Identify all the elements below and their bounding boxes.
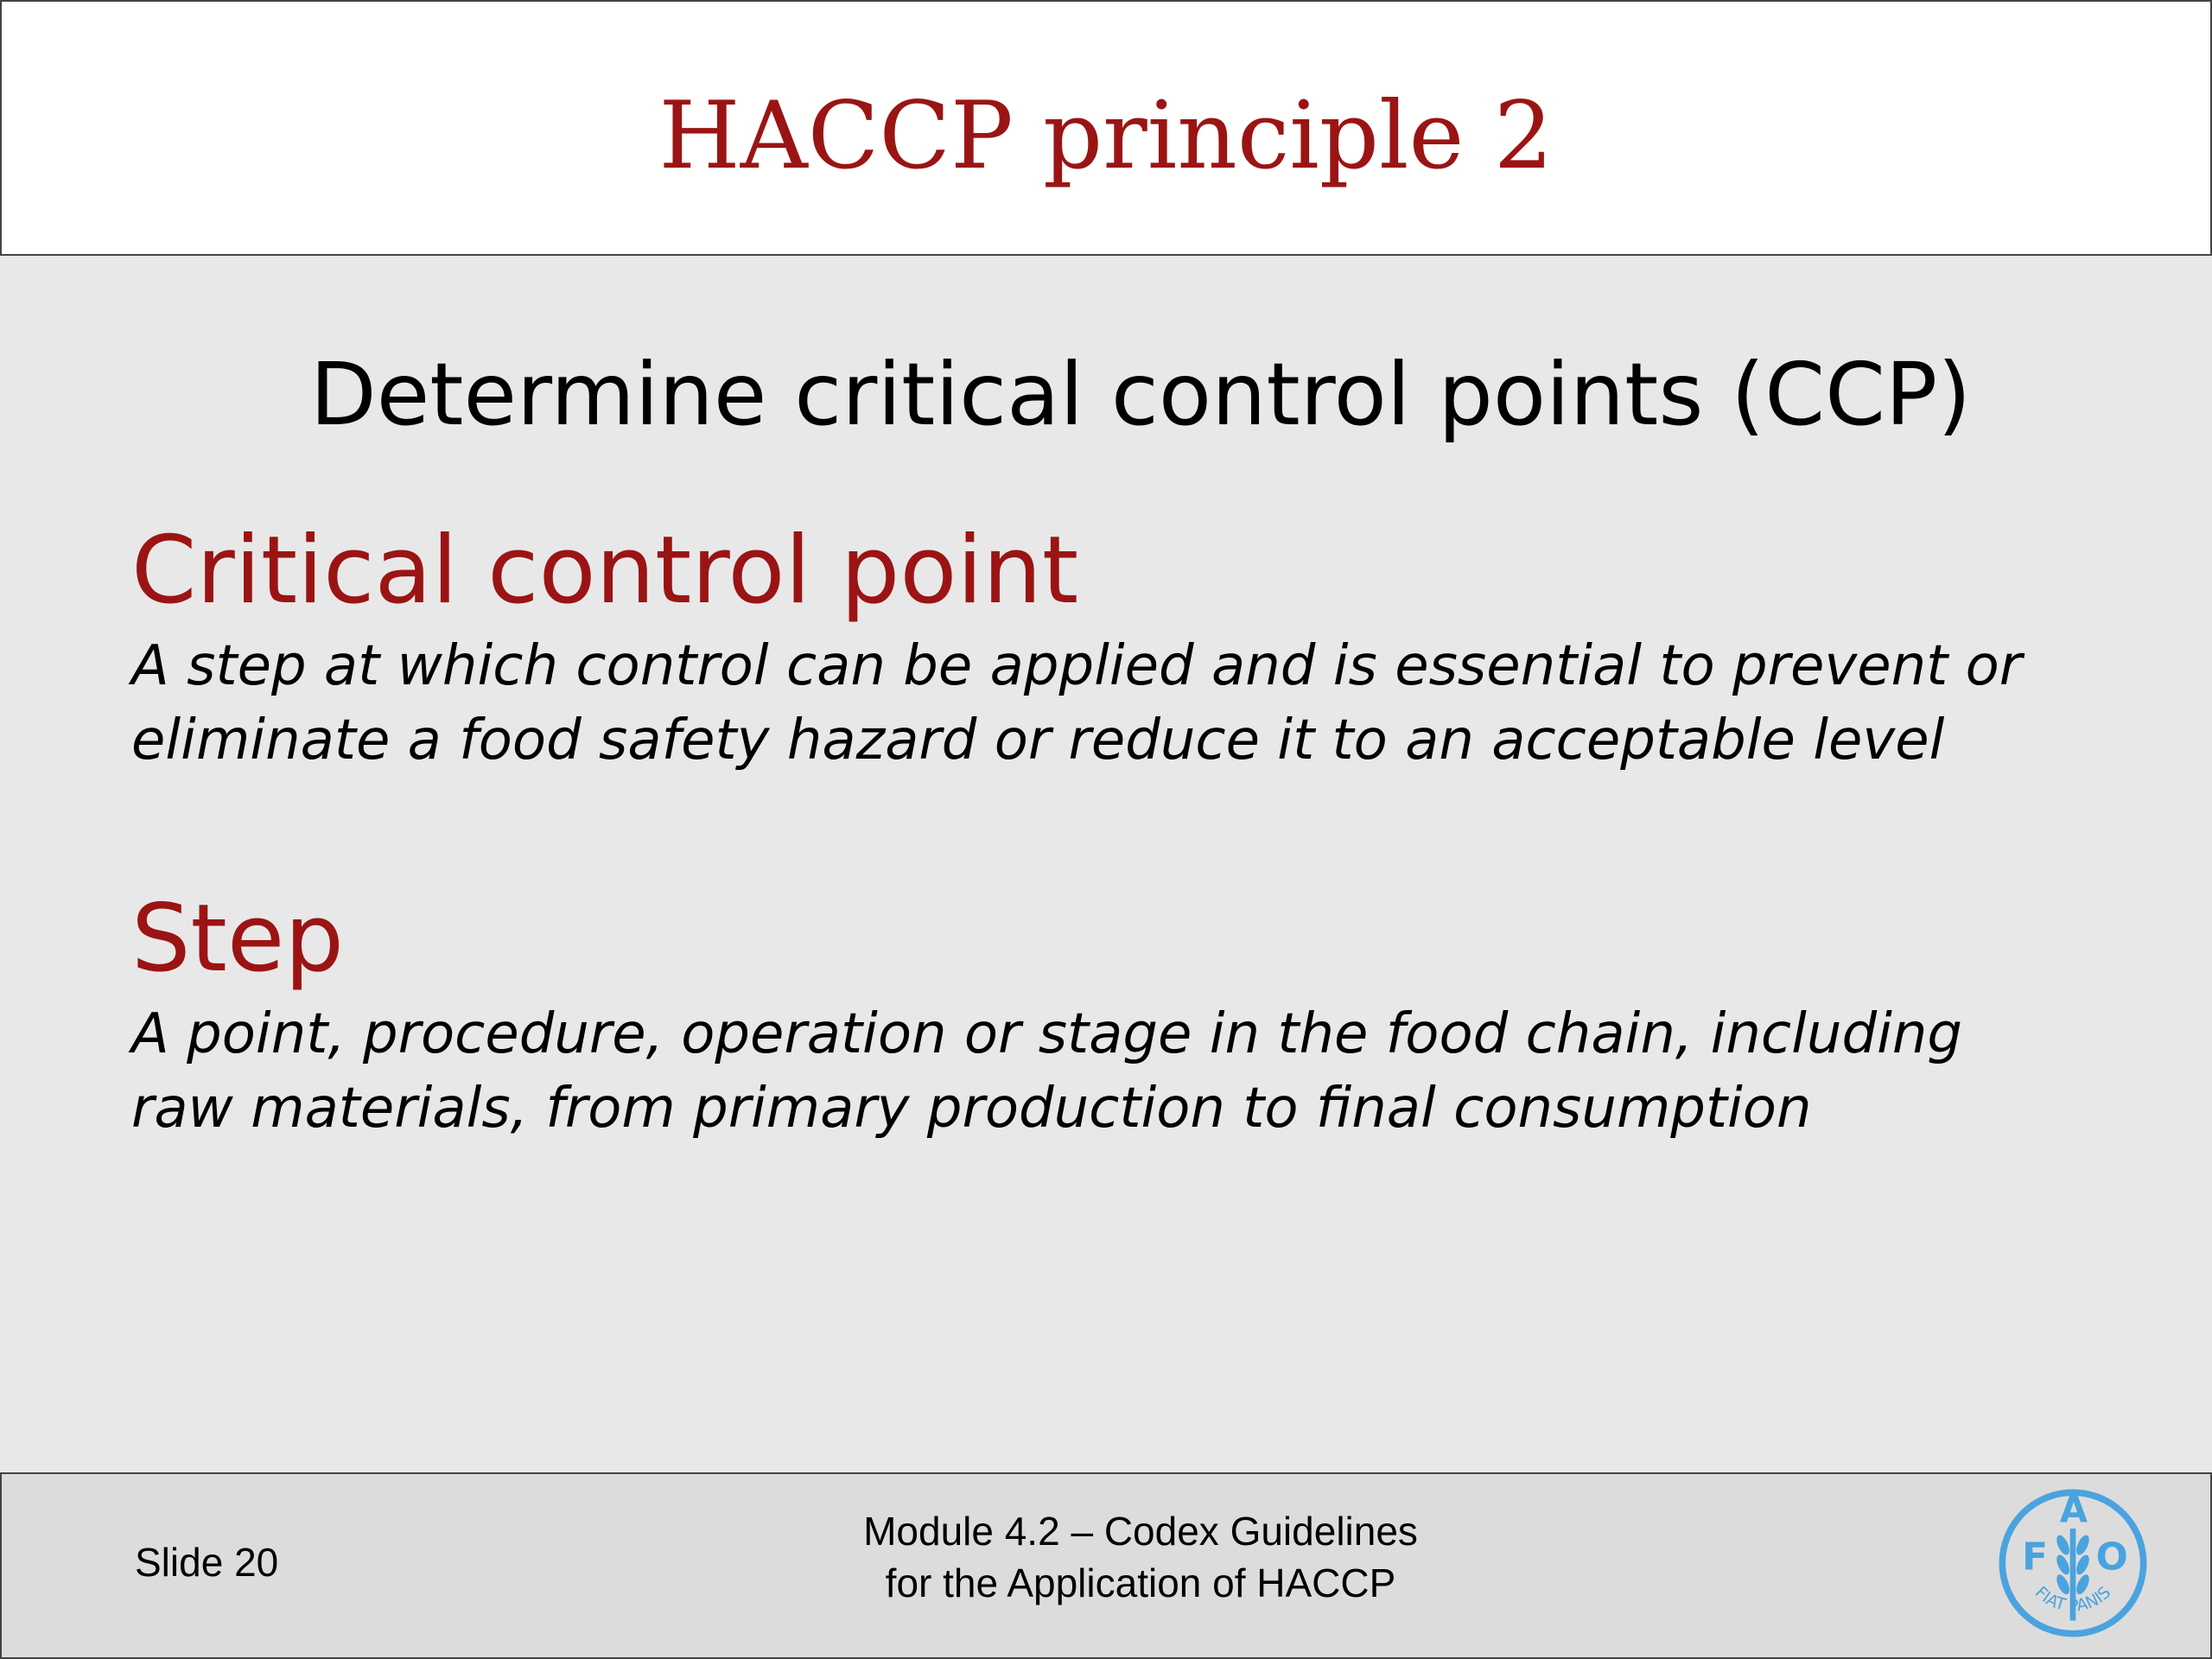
logo-wheat-grain [2074, 1553, 2092, 1576]
logo-wheat-grain [2054, 1553, 2072, 1576]
logo-wheat-grain [2054, 1533, 2072, 1556]
logo-letter-o: O [2095, 1535, 2128, 1580]
logo-letter-f: F [2022, 1535, 2048, 1580]
logo-wheat-grain [2074, 1533, 2092, 1556]
definition-line: raw materials, from primary production to final consumption [131, 1077, 1812, 1141]
slide-title: HACCP principle 2 [658, 82, 1554, 190]
definition-step [131, 997, 2119, 1146]
definition-line: A point, procedure, operation or stage in the food chain, including [131, 1002, 1963, 1066]
definition-critical-control-point [131, 629, 2119, 778]
logo-letter-a: A [2059, 1488, 2088, 1531]
definition-line: A step at which control can be applied and is essential to prevent or [131, 634, 2023, 698]
term-critical-control-point: Critical control point [131, 517, 1079, 625]
slide-number: Slide 20 [135, 1540, 279, 1585]
module-caption [760, 1505, 1521, 1609]
logo-motto: FIAT PANIS [2031, 1582, 2115, 1616]
slide-subtitle: Determine critical control points (CCP) [309, 344, 1972, 445]
fao-logo-icon [1991, 1481, 2155, 1645]
module-caption-line: for the Application of HACCP [885, 1560, 1396, 1605]
definition-line: eliminate a food safety hazard or reduce it to an acceptable level [131, 709, 1945, 772]
module-caption-line: Module 4.2 – Codex Guidelines [863, 1509, 1418, 1554]
term-step: Step [131, 885, 344, 993]
